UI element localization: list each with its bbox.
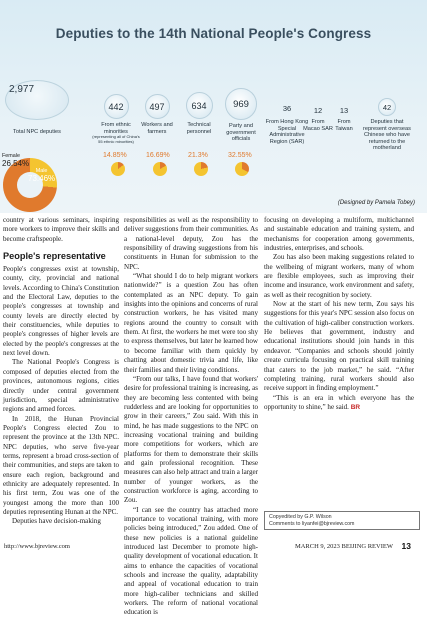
stat-circle xyxy=(145,94,170,119)
paragraph xyxy=(264,394,414,413)
stat-circle xyxy=(312,104,324,116)
infographic xyxy=(0,0,427,213)
stat-circle xyxy=(186,92,213,119)
stat-value: 13 xyxy=(339,105,349,115)
stat-pct: 16.69% xyxy=(146,152,170,159)
pie-officials xyxy=(235,162,249,176)
paragraph: “I can see the country has attached more importance to vocational training, with more policies being introduced,” Zou added. One of these new policies is a national guideline introduced last December to promote high-quality development of vocational education. It aims to enhance the capacities of vocational schools and increase the quality, adaptability and appeal of vocational education to train more high-caliber technicians and skilled workers. The reform of national vocational education is xyxy=(124,505,258,617)
footer-issue-date: MARCH 9, 2023 BEIJING REVIEW xyxy=(294,543,393,550)
paragraph: Now at the start of his new term, Zou says his suggestions for this year's NPC session also focus on the cultivation of high-caliber construction workers. He believes that government, industry and educational institutions should join hands in this endeavor. “Companies and schools should jointly create curricula focusing on practical skill training that caters to the job market,” he said. “After completing training, rural workers should also receive support in finding employment.” xyxy=(264,300,414,393)
design-credit: (Designed by Pamela Tobey) xyxy=(337,200,415,206)
male-pct: 73.46% xyxy=(28,174,56,183)
stat-value: 634 xyxy=(191,100,207,111)
stat-circle xyxy=(378,98,396,116)
stat-label: Party and government officials xyxy=(226,123,256,143)
paragraph: People's congresses exist at township, county, city, provincial and national levels. According to China's Constitution and the Electoral Law, deputies to the people's congresses at township and county levels are directly elected by their constituencies, while deputies to people's congresses of higher levels are elected by the people's congresses at the next level down. xyxy=(3,265,119,358)
pie-workers-farmers xyxy=(153,162,167,176)
closing-quote: “This is an era in which everyone has the opportunity to shine,” he said. xyxy=(264,393,414,411)
stat-circle xyxy=(225,88,257,120)
copyedit-line: Copyedited by G.P. Wilson xyxy=(269,514,332,520)
comments-email[interactable]: Comments to liyanfei@bjreview.com xyxy=(269,521,355,527)
male-stat xyxy=(28,167,55,183)
stat-label: Deputies that represent overseas Chinese who have returned to the motherland xyxy=(363,119,411,152)
paragraph: country at various seminars, inspiring more workers to improve their skills and become craftspeople. xyxy=(3,216,119,243)
stat-note: (representing all of China's 55 ethnic minorities) xyxy=(92,134,140,144)
total-deputies-value: 2,977 xyxy=(9,84,35,95)
female-pct: 26.54% xyxy=(2,159,30,168)
page-number: 13 xyxy=(401,541,411,551)
stat-label: From ethnic minorities xyxy=(101,122,131,135)
section-heading: People's representative xyxy=(3,251,106,262)
article-column-1 xyxy=(3,216,119,527)
stat-value: 36 xyxy=(282,103,292,113)
stat-label: Workers and farmers xyxy=(141,122,173,135)
paragraph: responsibilities as well as the responsibility to deliver suggestions from their communities. As a national-level deputy, Zou has the responsibility of drawing suggestions from his constituents in Hunan for submission to the NPC. xyxy=(124,216,258,271)
page-footer xyxy=(0,537,427,560)
stat-label: From Macao SAR xyxy=(303,119,333,132)
copyedit-box xyxy=(264,511,420,530)
pie-technical-personnel xyxy=(194,162,208,176)
stat-value: 42 xyxy=(382,102,392,112)
paragraph: focusing on developing a multiform, multichannel and sustainable education and training system, and mechanisms for cooperation among governments, industries, enterprises, and schools. xyxy=(264,216,414,253)
paragraph: “From our talks, I have found that workers' desire for professional training is increasing, as they are becoming less contented with being rudderless and are looking for opportunities to grow in their careers,” Zou said. With this in mind, he has made suggestions to the NPC on increasing vocational training and building more competitions for workers, which are platforms for them to demonstrate their skills and gain professional recognition. These measures can also help attract and train a larger number of younger workers, as the construction workforce is aging, according to Zou. xyxy=(124,374,258,505)
stat-pct: 32.55% xyxy=(228,152,252,159)
total-deputies-label: Total NPC deputies xyxy=(13,129,61,135)
footer-url[interactable]: http://www.bjreview.com xyxy=(4,543,70,550)
stat-label: From Taiwan xyxy=(335,119,353,132)
stat-circle xyxy=(338,104,350,116)
article-column-3 xyxy=(264,216,414,412)
female-stat xyxy=(2,152,29,168)
stat-value: 969 xyxy=(233,98,249,110)
stat-value: 497 xyxy=(149,101,165,112)
pie-ethnic-minorities xyxy=(111,162,125,176)
stat-pct: 21.3% xyxy=(188,152,208,159)
end-mark: BR xyxy=(350,403,361,411)
stat-label: Technical personnel xyxy=(186,122,212,135)
infographic-title: Deputies to the 14th National People's Congress xyxy=(55,26,372,41)
paragraph: Zou has also been making suggestions related to the wellbeing of migrant workers, many of whom are flexible employees, such as improving their income and insurance, work environment and safety, as well as their recognition by society. xyxy=(264,253,414,299)
female-label: Female xyxy=(2,153,20,159)
stat-circle xyxy=(104,94,129,119)
paragraph: “What should I do to help migrant workers nationwide?” is a question Zou has often contemplated as an NPC deputy. To gain insights into the opinions and concerns of rural construction workers, he has visited many regions around the country to consult with them. At first, the workers he met were too shy to express themselves, but later he learned how to become familiar with them quickly by chatting about domestic trivia and life, like their families and their living conditions. xyxy=(124,272,258,374)
stat-value: 12 xyxy=(313,105,323,115)
stat-label: From Hong Kong Special Administrative Region (SAR) xyxy=(265,119,309,145)
paragraph: Deputies have decision-making xyxy=(12,517,101,526)
stat-value: 442 xyxy=(108,101,124,112)
stat-pct: 14.85% xyxy=(103,152,127,159)
paragraph: The National People's Congress is composed of deputies elected from the provinces, autonomous regions, cities directly under central government jurisdiction, special administrative regions and armed forces. xyxy=(3,358,119,414)
male-label: Male xyxy=(35,168,48,174)
paragraph: In 2018, the Hunan Provincial People's Congress elected Zou to represent the province at the 13th NPC. NPC deputies, who serve five-year terms, represent a broad cross-section of their communities, and steps are taken to ensure each region, background and ethnicity are adequately represented. In his first term, Zou was one of the youngest among the more than 100 deputies representing Hunan at the NPC. xyxy=(3,414,119,516)
stat-circle xyxy=(280,101,294,115)
